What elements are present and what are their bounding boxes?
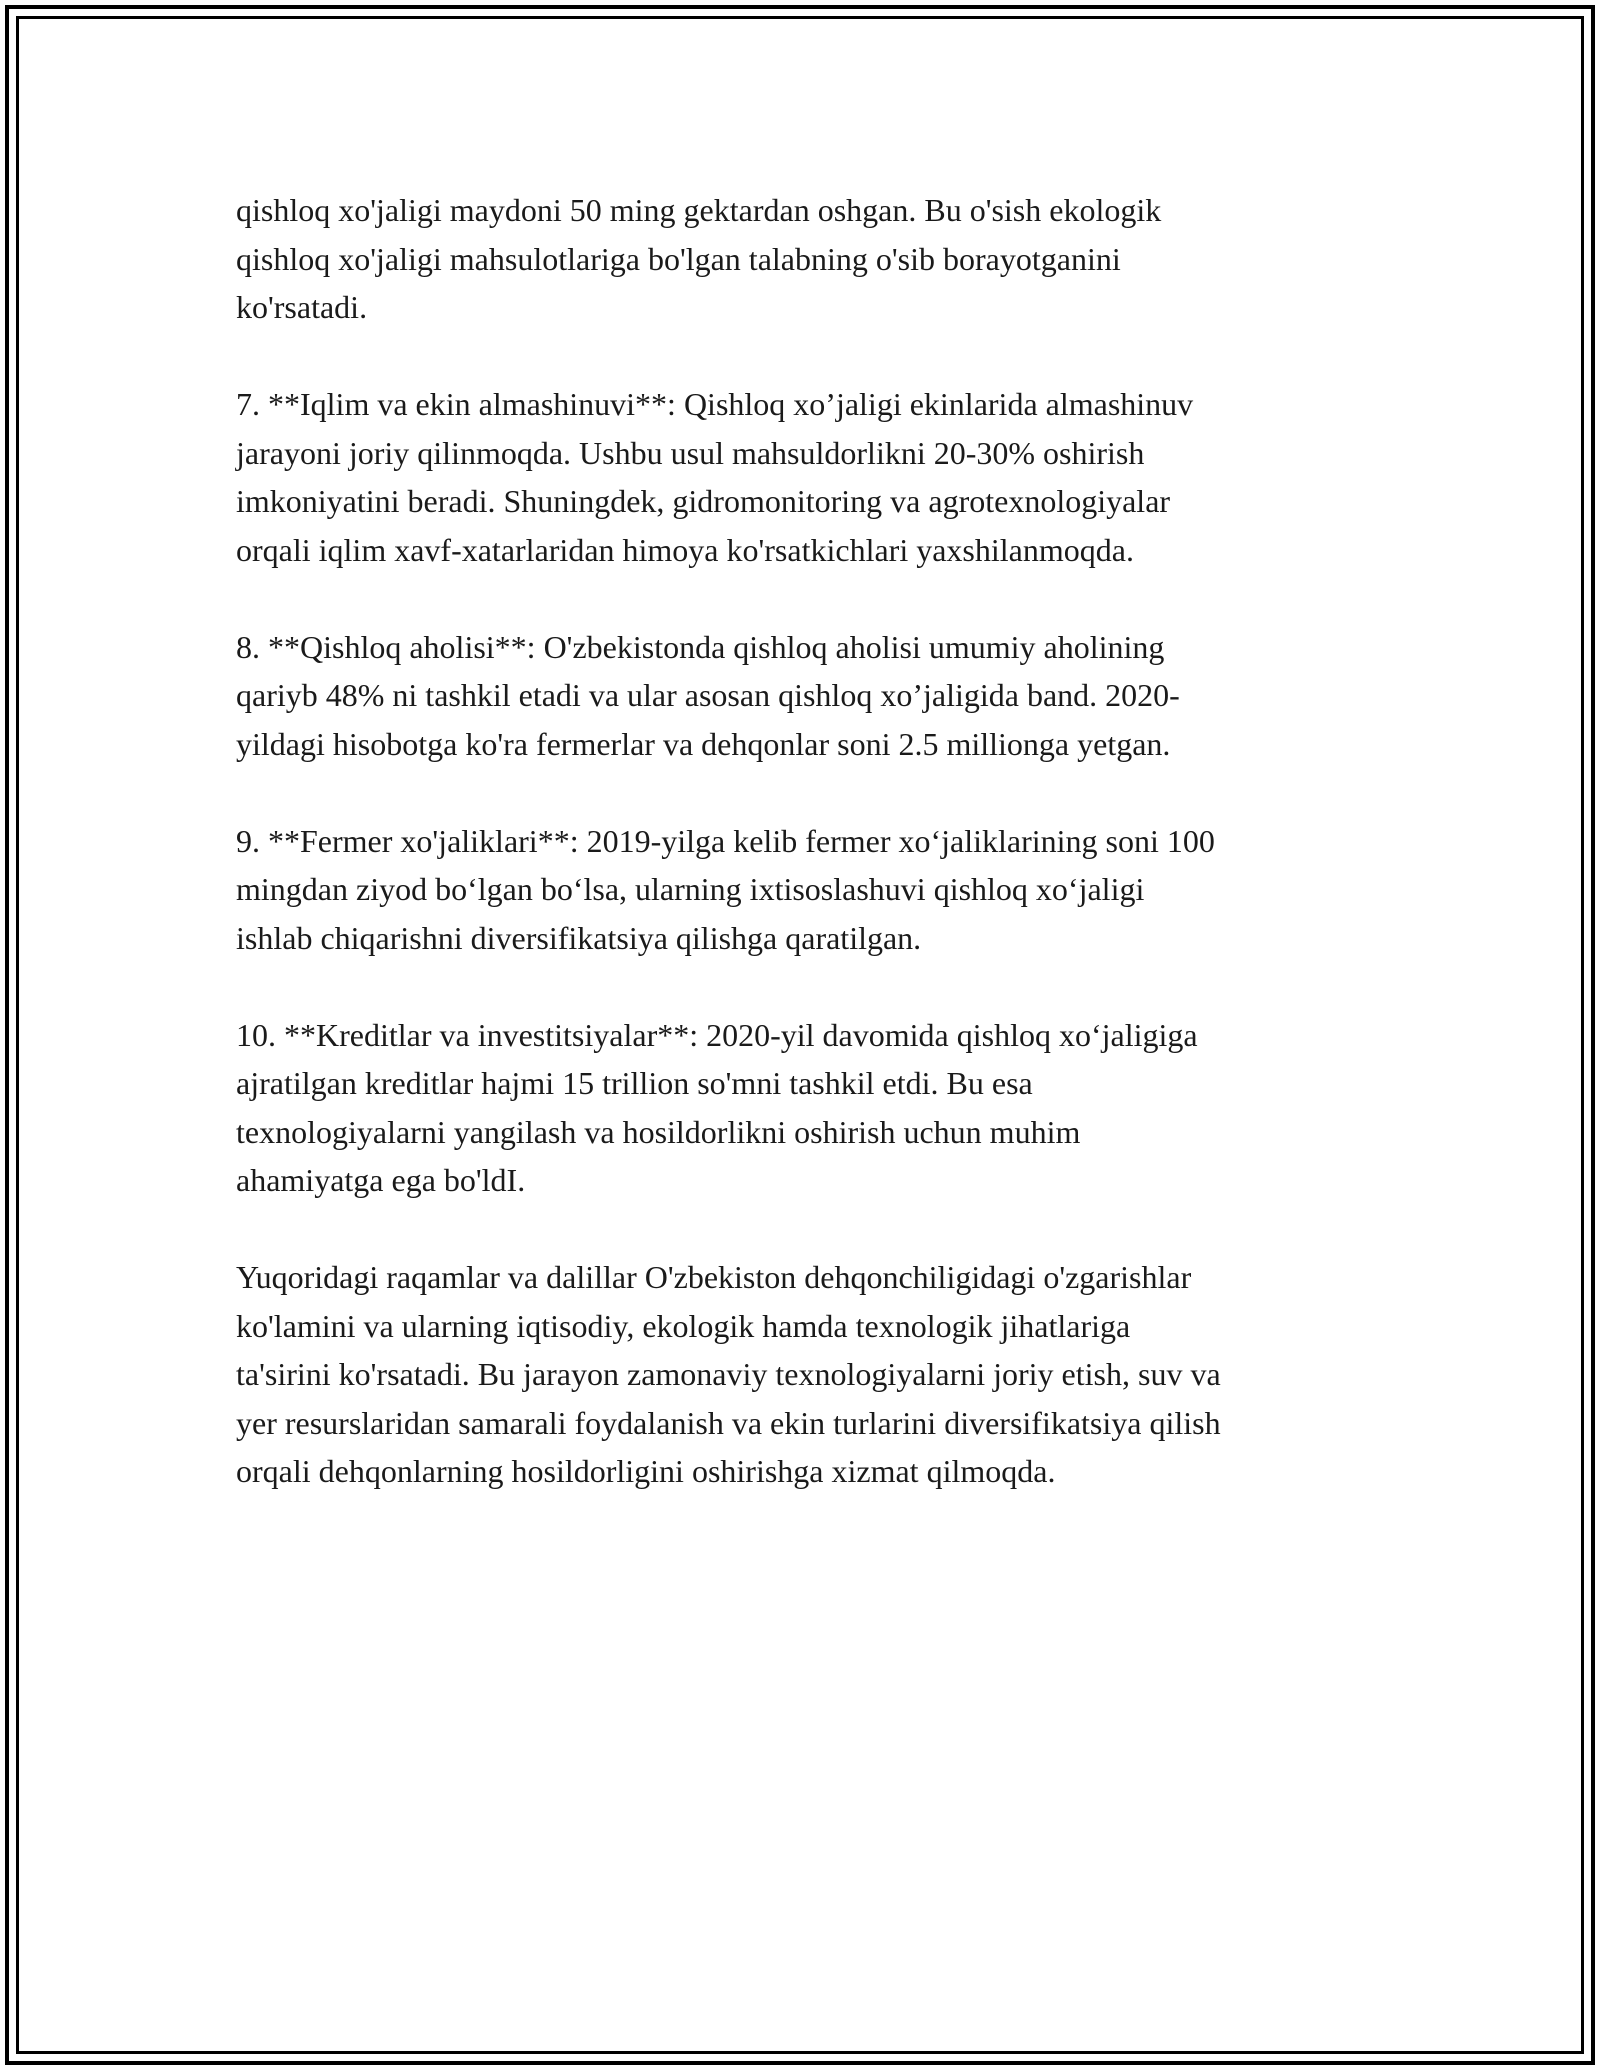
text-line: qishloq xo'jaligi mahsulotlariga bo'lgan talabning o'sib borayotganini — [236, 240, 1121, 277]
text-line: ko'lamini va ularning iqtisodiy, ekologik hamda texnologik jihatlariga — [236, 1307, 1131, 1344]
text-line: 10. **Kreditlar va investitsiyalar**: 2020-yil davomida qishloq xo‘jaligiga — [236, 1016, 1198, 1053]
paragraph-item-7 — [236, 380, 1376, 574]
text-line: orqali dehqonlarning hosildorligini oshirishga xizmat qilmoqda. — [236, 1453, 1056, 1489]
text-line: mingdan ziyod bo‘lgan bo‘lsa, ularning ixtisoslashuvi qishloq xo‘jaligi — [236, 871, 1145, 907]
text-line: yer resurslaridan samarali foydalanish va ekin turlarini diversifikatsiya qilish — [236, 1404, 1221, 1441]
text-line: ta'sirini ko'rsatadi. Bu jarayon zamonaviy texnologiyalarni joriy etish, suv va — [236, 1356, 1221, 1392]
text-line: ko'rsatadi. — [236, 289, 368, 325]
text-line: qishloq xo'jaligi maydoni 50 ming gektardan oshgan. Bu o'sish ekologik — [236, 192, 1162, 228]
text-line: Yuqoridagi raqamlar va dalillar O'zbekiston dehqonchiligidagi o'zgarishlar — [236, 1259, 1192, 1295]
text-line: ahamiyatga ega bo'ldI. — [236, 1162, 526, 1198]
text-line: ishlab chiqarishni diversifikatsiya qilishga qaratilgan. — [236, 919, 922, 956]
text-line: orqali iqlim xavf-xatarlaridan himoya ko'rsatkichlari yaxshilanmoqda. — [236, 531, 1134, 568]
text-line: ajratilgan kreditlar hajmi 15 trillion so'mni tashkil etdi. Bu esa — [236, 1065, 1033, 1101]
text-line: qariyb 48% ni tashkil etadi va ular asosan qishloq xo’jaligida band. 2020- — [236, 677, 1180, 713]
paragraph-conclusion — [236, 1253, 1376, 1496]
document-body — [236, 186, 1376, 1544]
paragraph-organic-farming — [236, 186, 1376, 332]
text-line: 7. **Iqlim va ekin almashinuvi**: Qishloq xo’jaligi ekinlarida almashinuv — [236, 386, 1194, 422]
text-line: texnologiyalarni yangilash va hosildorlikni oshirish uchun muhim — [236, 1113, 1081, 1150]
text-line: 8. **Qishloq aholisi**: O'zbekistonda qishloq aholisi umumiy aholining — [236, 628, 1165, 665]
paragraph-item-10 — [236, 1011, 1376, 1205]
paragraph-item-9 — [236, 817, 1376, 963]
text-line: 9. **Fermer xo'jaliklari**: 2019-yilga kelib fermer xo‘jaliklarining soni 100 — [236, 822, 1215, 859]
text-line: yildagi hisobotga ko'ra fermerlar va dehqonlar soni 2.5 millionga yetgan. — [236, 725, 1171, 762]
paragraph-item-8 — [236, 623, 1376, 769]
text-line: jarayoni joriy qilinmoqda. Ushbu usul mahsuldorlikni 20-30% oshirish — [236, 434, 1145, 471]
text-line: imkoniyatini beradi. Shuningdek, gidromonitoring va agrotexnologiyalar — [236, 483, 1171, 519]
